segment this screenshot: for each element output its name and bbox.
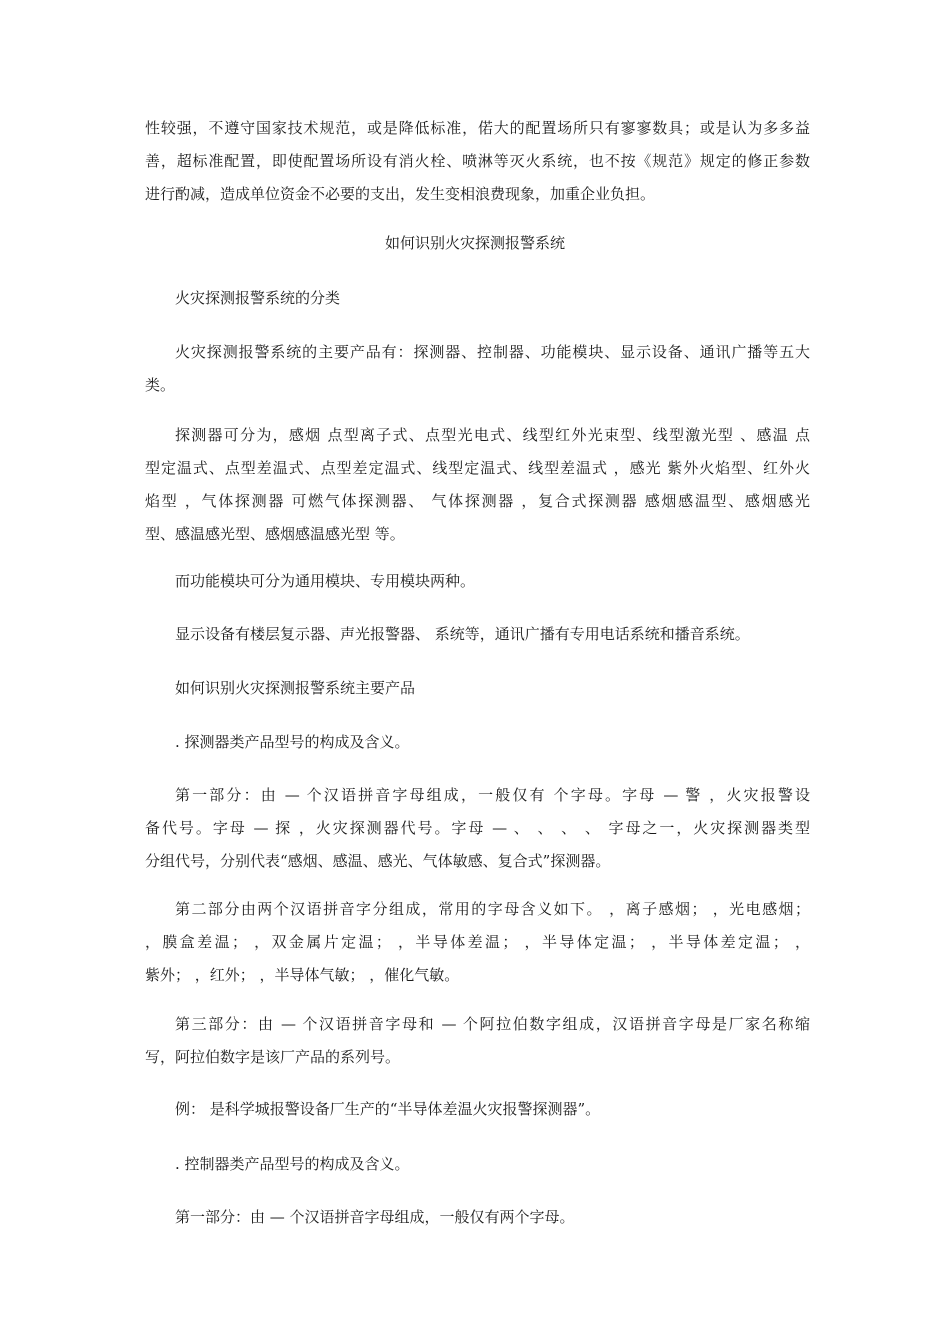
text-line: 善，超标准配置，即使配置场所设有消火栓、喷淋等灭火系统，也不按《规范》规定的修正参数 bbox=[145, 152, 810, 170]
paragraph-part-two bbox=[145, 893, 810, 992]
paragraph-part-one bbox=[145, 779, 810, 878]
text-line: 写，阿拉伯数字是该厂产品的系列号。 bbox=[145, 1048, 401, 1066]
subheading-identify-products: 如何识别火灾探测报警系统主要产品 bbox=[175, 679, 416, 697]
text-line: 型定温式、点型差温式、点型差定温式、线型定温式、线型差温式 ，感光 紫外火焰型、红外火 bbox=[145, 459, 810, 477]
section-title: 如何识别火灾探测报警系统 bbox=[384, 234, 565, 252]
text-line: 探测器可分为，感烟 点型离子式、点型光电式、线型红外光束型、线型激光型 、感温 点 bbox=[175, 426, 810, 444]
text-line: 备代号。字母 — 探 ，火灾探测器代号。字母 — 、 、 、 、 字母之一，火灾探测器类型 bbox=[145, 819, 810, 837]
text-line: 第三部分：由 — 个汉语拼音字母和 — 个阿拉伯数字组成，汉语拼音字母是厂家名称缩 bbox=[175, 1015, 810, 1033]
subheading-detector-model: . 探测器类产品型号的构成及含义。 bbox=[175, 733, 410, 751]
paragraph-config-waste bbox=[145, 112, 810, 211]
text-line: 性较强，不遵守国家技术规范，或是降低标准，偌大的配置场所只有寥寥数具；或是认为多多益 bbox=[145, 119, 810, 137]
subheading-classification: 火灾探测报警系统的分类 bbox=[175, 289, 341, 307]
text-line: 型、感温感光型、感烟感温感光型 等。 bbox=[145, 525, 405, 543]
text-line: 第二部分由两个汉语拼音字分组成，常用的字母含义如下。 ，离子感烟； ，光电感烟； bbox=[175, 900, 810, 918]
text-line: 类。 bbox=[145, 376, 176, 394]
paragraph-main-products bbox=[145, 336, 810, 402]
paragraph-display-devices: 显示设备有楼层复示器、声光报警器、 系统等，通讯广播有专用电话系统和播音系统。 bbox=[175, 625, 750, 643]
paragraph-part-three bbox=[145, 1008, 810, 1074]
text-line: 紫外； ，红外； ，半导体气敏； ，催化气敏。 bbox=[145, 966, 460, 984]
paragraph-modules: 而功能模块可分为通用模块、专用模块两种。 bbox=[175, 572, 476, 590]
text-line: 第一部分：由 — 个汉语拼音字母组成，一般仅有 个字母。字母 — 警 ，火灾报警设 bbox=[175, 786, 810, 804]
text-line: 焰型 ，气体探测器 可燃气体探测器、 气体探测器 ，复合式探测器 感烟感温型、感烟感光 bbox=[145, 492, 810, 510]
text-line: ，膜盒差温； ，双金属片定温； ，半导体差温； ，半导体定温； ，半导体差定温； ， bbox=[145, 933, 810, 951]
text-line: 分组代号，分别代表“感烟、感温、感光、气体敏感、复合式”探测器。 bbox=[145, 852, 611, 870]
paragraph-example: 例： 是科学城报警设备厂生产的“半导体差温火灾报警探测器”。 bbox=[175, 1100, 601, 1118]
text-line: 进行酌减，造成单位资金不必要的支出，发生变相浪费现象，加重企业负担。 bbox=[145, 185, 656, 203]
paragraph-detector-types bbox=[145, 419, 810, 551]
text-line: 火灾探测报警系统的主要产品有：探测器、控制器、功能模块、显示设备、通讯广播等五大 bbox=[175, 343, 810, 361]
paragraph-controller-part-one: 第一部分：由 — 个汉语拼音字母组成，一般仅有两个字母。 bbox=[175, 1208, 575, 1226]
subheading-controller-model: . 控制器类产品型号的构成及含义。 bbox=[175, 1155, 410, 1173]
